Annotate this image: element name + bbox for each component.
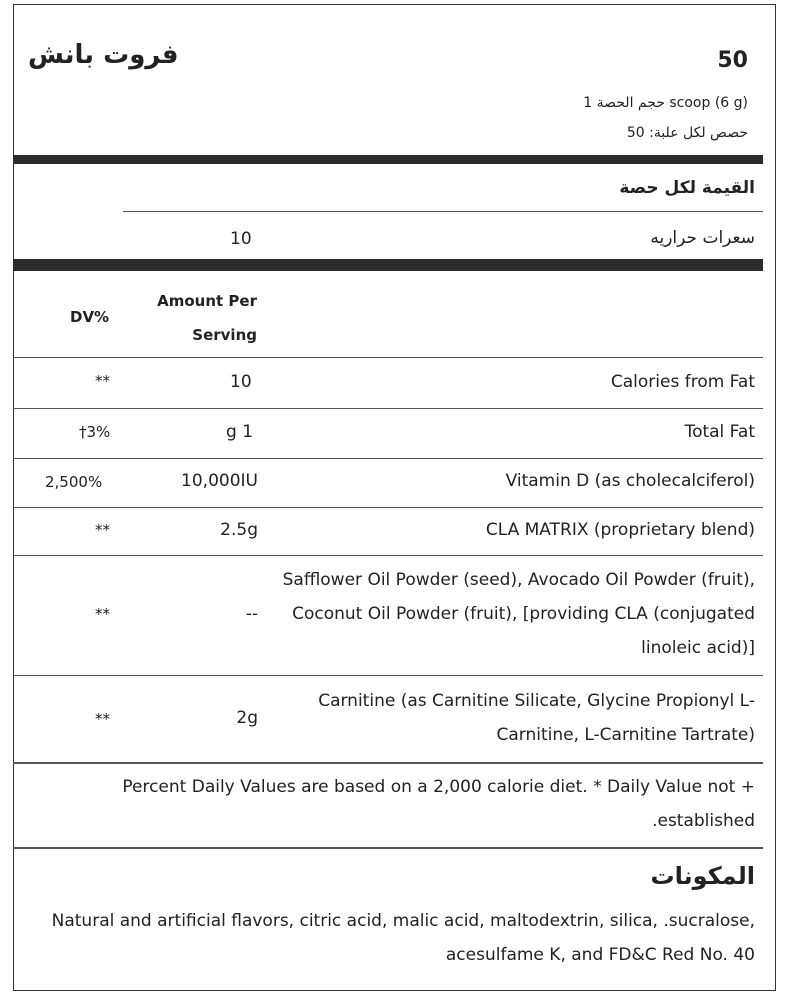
row-nutrient: Safflower Oil Powder (seed), Avocado Oil Powder (fruit), Coconut Oil Powder (fruit), [providing CLA (conjugated linoleic acid)] <box>282 570 755 658</box>
divider <box>13 675 763 676</box>
row-amount: 2g <box>236 708 258 728</box>
ingredients-heading: المكونات <box>650 862 755 890</box>
servings-per-container: حصص لكل علبة: 50 <box>626 125 748 141</box>
row-dv: †3% <box>79 423 111 441</box>
divider <box>13 357 763 358</box>
footnote: Percent Daily Values are based on a 2,000 calorie diet. * Daily Value not + .established <box>122 777 755 831</box>
servings-number: 50 <box>717 48 748 73</box>
divider <box>13 408 763 409</box>
row-dv: ** <box>95 710 110 728</box>
product-name: فروت بانش <box>28 40 179 70</box>
row-nutrient: CLA MATRIX (proprietary blend) <box>485 520 755 540</box>
divider <box>13 507 763 508</box>
column-dv: DV% <box>70 308 110 326</box>
divider <box>13 555 763 556</box>
row-nutrient: Vitamin D (as cholecalciferol) <box>505 471 755 491</box>
row-amount: 2.5g <box>220 520 258 540</box>
divider-thick <box>13 259 763 271</box>
calories-value: 10 <box>230 229 252 249</box>
row-amount: -- <box>245 604 258 624</box>
row-nutrient: Total Fat <box>684 422 755 442</box>
row-amount: 10 <box>230 372 252 392</box>
row-amount: g 1 <box>226 422 254 442</box>
row-dv: ** <box>95 521 110 539</box>
divider-thick <box>13 155 763 164</box>
divider <box>13 458 763 459</box>
row-amount: 10,000IU <box>181 471 258 491</box>
row-dv: 2,500% <box>45 473 103 491</box>
column-amount-per-serving: Amount Per Serving <box>157 292 257 344</box>
calories-label: سعرات حراريه <box>650 228 755 248</box>
row-dv: ** <box>95 605 110 623</box>
divider <box>123 211 763 212</box>
per-serving-heading: القيمة لكل حصة <box>619 178 755 198</box>
row-nutrient: Calories from Fat <box>610 372 755 392</box>
serving-size: حجم الحصة 1 scoop (6 g) <box>583 95 748 111</box>
ingredients-text: Natural and artificial flavors, citric acid, malic acid, maltodextrin, silica, .sucralose, acesulfame K, and FD&C Red No. 40 <box>51 911 755 965</box>
row-nutrient: Carnitine (as Carnitine Silicate, Glycine Propionyl L-Carnitine, L-Carnitine Tartrate) <box>318 691 755 745</box>
row-dv: ** <box>95 372 110 390</box>
supplement-facts-panel <box>13 4 776 991</box>
divider <box>13 847 763 849</box>
divider <box>13 762 763 764</box>
